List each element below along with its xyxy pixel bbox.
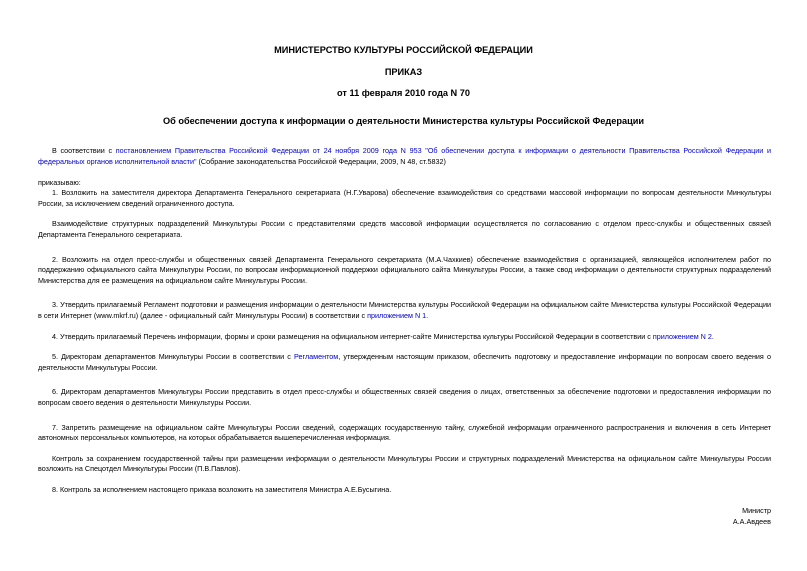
item-7-paragraph: 7. Запретить размещение на официальном сайте Минкультуры России сведений, содержащих государственную тайну, служебной информации ограниченного распространения и включения в сеть Интернет автономных персональных компьютеров, на которых обрабатывается вышеперечисленная информация. [38,422,771,443]
item-3-text-after: . [426,311,429,321]
appendix-1-link[interactable]: приложением N 1 [367,311,427,321]
regulation-link[interactable]: Регламентом [294,352,339,362]
preamble-paragraph [38,146,771,167]
signatory-position: Министр [742,506,771,515]
appendix-2-link[interactable]: приложением N 2 [652,331,712,341]
date-number-heading: от 11 февраля 2010 года N 70 [337,88,470,98]
item-2-paragraph: 2. Возложить на отдел пресс-службы и общественных связей Департамента Генерального секретариата (М.А.Чахкиев) обеспечение взаимодействия с организацией, являющейся исполнителем работ по поддержанию официального сайта Минкультуры России, по вопросам информационной поддержки официального сайта Минкультуры России, а также свод информации о деятельности структурных подразделений Министерства для ее размещения на официальном сайте Минкультуры России. [38,254,771,285]
item-5-text-after: , утвержденным настоящим приказом, обеспечить подготовку и предоставление информации по вопросам своего ведения о деятельности Минкультуры России. [38,352,771,372]
item-5-text-before: 5. Директорам департаментов Минкультуры России в соответствии с [52,352,295,362]
item-4-text-after: . [711,331,714,341]
item-7b-paragraph: Контроль за сохранением государственной тайны при размещении информации о деятельности Минкультуры России и структурных подразделений Министерства на официальном сайте Минкультуры России возложить на Спецотдел Минкультуры России (П.В.Павлов). [38,453,771,474]
resolution-953-link[interactable]: постановлением Правительства Российской Федерации от 24 ноября 2009 года N 953 "Об обеспечении доступа к информации о деятельности Правительства Российской Федерации и федеральных органов исполнительной власти" [38,146,772,166]
preamble-text-after: (Собрание законодательства Российской Федерации, 2009, N 48, ст.5832) [196,156,446,166]
orders-word: приказываю: [38,177,81,187]
document-type-heading: ПРИКАЗ [384,67,423,77]
preamble-text-before: В соответствии с [52,146,116,155]
signatory-name: А.А.Авдеев [732,517,771,526]
document-title: Об обеспечении доступа к информации о деятельности Министерства культуры Российской Федерации [162,116,645,126]
item-5-paragraph [38,352,771,373]
item-1b-paragraph: Взаимодействие структурных подразделений Минкультуры России с представителями средств массовой информации осуществляется по согласованию с отделом пресс-службы и общественных связей Департамента Генерального секретариата. [38,219,771,240]
item-3-paragraph [38,300,771,321]
item-4-paragraph [38,332,771,343]
ministry-heading: МИНИСТЕРСТВО КУЛЬТУРЫ РОССИЙСКОЙ ФЕДЕРАЦИИ [274,45,533,55]
signature-block [733,505,771,527]
item-6-paragraph: 6. Директорам департаментов Минкультуры России представить в отдел пресс-службы и общественных связей сведения о лицах, ответственных за обеспечение подготовки и предоставления информации по вопросам своего ведения о деятельности Минкультуры России. [38,387,771,407]
item-1-paragraph: 1. Возложить на заместителя директора Департамента Генерального секретариата (Н.Г.Уварова) обеспечение взаимодействия со средствами массовой информации по вопросам деятельности Минкультуры России, за исключением сведений ограниченного доступа. [38,188,771,208]
item-4-text-before: 4. Утвердить прилагаемый Перечень информации, формы и сроки размещения на официальном интернет-сайте Министерства культуры Российской Федерации в соответствии с [52,331,653,341]
document-body [38,146,771,496]
item-3-text-before: 3. Утвердить прилагаемый Регламент подготовки и размещения информации о деятельности Министерства культуры Российской Федерации на официальном сайте Министерства культуры Российской Федерации в сети Интернет (www.mkrf.ru) (далее - официальный сайт Минкультуры России) в соответствии с [38,300,771,321]
item-8-paragraph: 8. Контроль за исполнением настоящего приказа возложить на заместителя Министра А.Е.Бусыгина. [52,484,392,494]
